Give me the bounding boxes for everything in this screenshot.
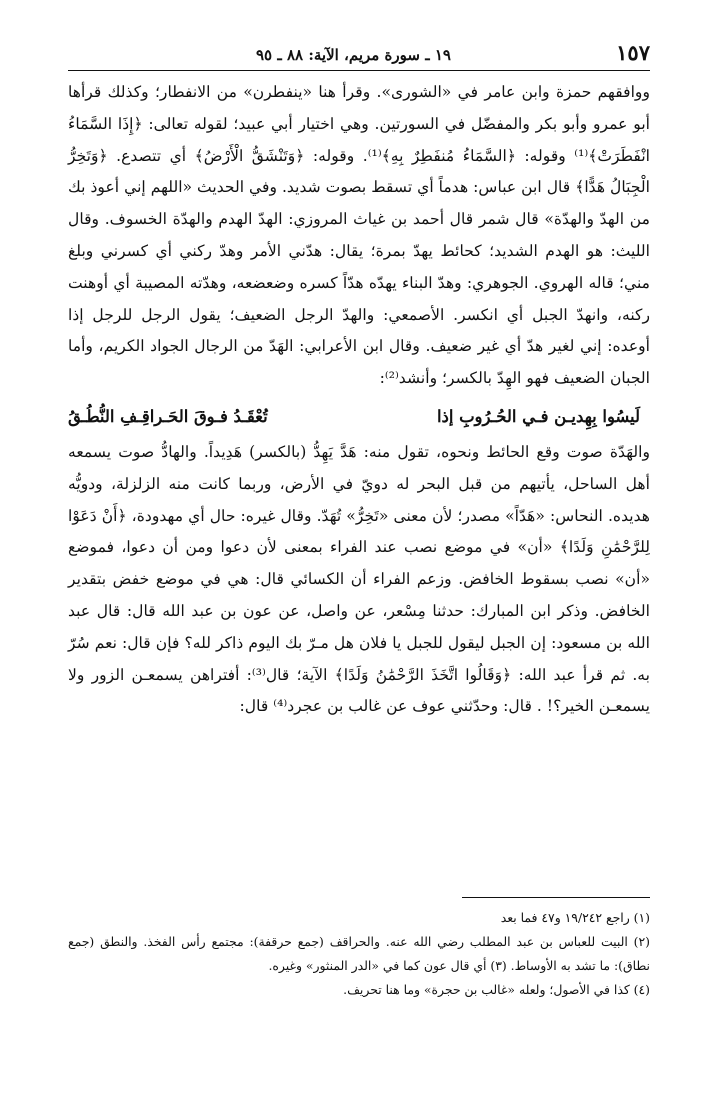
main-text bbox=[68, 77, 650, 723]
page-header bbox=[68, 40, 650, 71]
page-number: ١٥٧ bbox=[616, 40, 650, 65]
footnotes bbox=[68, 906, 650, 1002]
footnote-2-3: (٢) البيت للعباس بن عبد المطلب رضي الله عنه. والحراقف (جمع حرقفة): مجتمع رأس الفخذ. والنطق (جمع نطاق): ما تشد به الأوساط. (٣) أي قال عون كما في «الدر المنثور» وغيره. bbox=[68, 934, 650, 973]
footnote-1: (١) راجع ١٩/٢٤٢ و٤٧ فما بعد bbox=[500, 910, 650, 925]
footnote-divider bbox=[462, 897, 650, 898]
paragraph-1: ووافقهم حمزة وابن عامر في «الشورى». وقرأ هنا «ينفطرن» من الانفطار؛ وكذلك قرأها أبو عمرو وأبو بكر والمفضّل في السورتين. وهي اختيار أبي عبيد؛ لقوله تعالى: ﴿إِذَا السَّمَاءُ انْفَطَرَتْ﴾⁽¹⁾ وقوله: ﴿السَّمَاءُ مُنفَطِرٌ بِهِ﴾⁽¹⁾. وقوله: ﴿وَتَنْشَقُّ الْأَرْضُ﴾ أي تتصدع. ﴿وَتَخِرُّ الْجِبَالُ هَدًّا﴾ قال ابن عباس: هدماً أي تسقط بصوت شديد. وفي الحديث «اللهم إني أعوذ بك من الهدّ والهدّة» قال شمر قال أحمد بن غياث المروزي: الهدّ الهدم والهدّة الخسوف. وقال الليث: هو الهدم الشديد؛ كحائط يهدّ بمرة؛ يقال: هدّني الأمر وهدّ ركني أي كسرني وبلغ مني؛ قاله الهروي. الجوهري: وهدّ البناء يهدّه هدّاً كسره وضعضعه، وهدّته المصيبة أي أوهنت ركنه، وانهدّ الجبل أي انكسر. الأصمعي: والهدّ الرجل الضعيف؛ يقول الرجل للرجل إذا أوعده: إني لغير هدّ أي غير ضعيف. وقال ابن الأعرابي: الهَدّ من الرجال الجواد الكريم، وأما الجبان الضعيف فهو الهِدّ بالكسر؛ وأنشد⁽²⁾: bbox=[68, 83, 650, 388]
verse-first-hemistich: لَيسُوا بِهِديـن فـي الحُـرُوبِ إذا bbox=[437, 406, 640, 426]
paragraph-2: والهَدّة صوت وقع الحائط ونحوه، تقول منه: هَدَّ يَهِدُّ (بالكسر) هَدِيداً. والهادُّ صوت يسمعه أهل الساحل، يأتيهم من قبل البحر له دويّ في الأرض، وربما كانت منه الزلزلة، ودويُّه هديده. النحاس: «هَدّاً» مصدر؛ لأن معنى «تَخِرُّ» تُهَدّ. وقال غيره: حال أي مهدودة، ﴿أَنْ دَعَوْا لِلرَّحْمَٰنِ وَلَدًا﴾ «أن» في موضع نصب عند الفراء بمعنى لأن دعوا ومن أن دعوا، فموضع «أن» نصب بسقوط الخافض. وزعم الفراء أن الكسائي قال: هي في موضع خفض بتقدير الخافض. وذكر ابن المبارك: حدثنا مِسْعر، عن واصل، عن عون بن عبد الله قال: قال عبد الله بن مسعود: إن الجبل ليقول للجبل يا فلان هل مـرّ بك اليوم ذاكر لله؟ فإن قال: نعم سُرّ به. ثم قرأ عبد الله: ﴿وَقَالُوا اتَّخَذَ الرَّحْمَٰنُ وَلَدًا﴾ الآية؛ قال⁽³⁾: أفتراهن يسمعـن الزور ولا يسمعـن الخير؟! . قال: وحدّثني عوف عن غالب بن عجرد⁽⁴⁾ قال: bbox=[68, 442, 650, 716]
running-title: ١٩ ـ سورة مريم، الآية: ٨٨ ـ ٩٥ bbox=[256, 46, 451, 64]
footnote-4: (٤) كذا في الأصول؛ ولعله «غالب بن حجرة» وما هنا تحريف. bbox=[343, 982, 650, 997]
poetry-verse bbox=[68, 401, 640, 433]
verse-second-hemistich: تُعْقَـدُ فـوقَ الحَـراقِـفِ النُّطُـقُ bbox=[68, 406, 268, 426]
